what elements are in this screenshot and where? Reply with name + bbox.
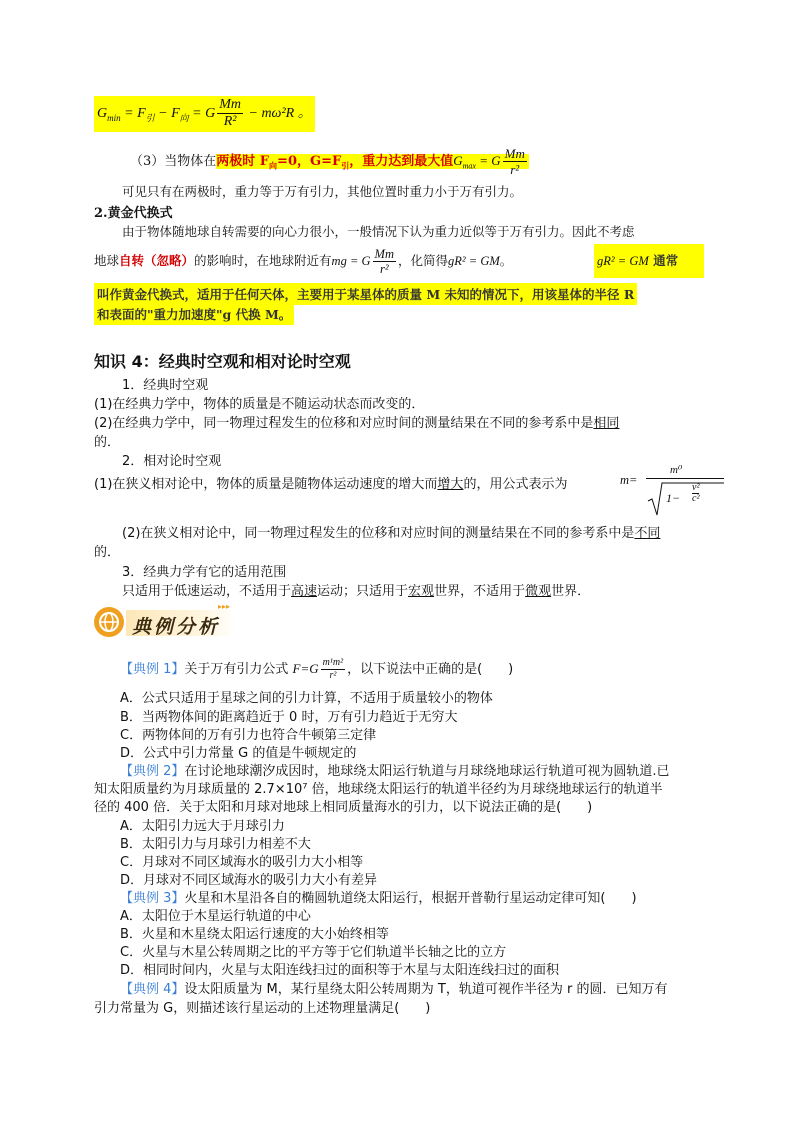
golden-para-line4: 和表面的"重力加速度"g 代换 M。 xyxy=(94,303,294,325)
item1-a: (1)在经典力学中，物体的质量是不随运动状态而改变的． xyxy=(94,397,425,412)
item1-title: 1．经典时空观 xyxy=(122,378,209,393)
item2-a: (1)在狭义相对论中，物体的质量是随物体运动速度的增大而增大的，用公式表示为 xyxy=(94,477,568,492)
banner-title: 典例分析 xyxy=(132,616,221,638)
item2-b-end: 的． xyxy=(94,545,121,560)
banner-arrows-icon: ▸▸▸ xyxy=(218,602,231,611)
example2-option-d: D．月球对不同区域海水的吸引力大小有差异 xyxy=(120,873,378,888)
example3-option-a: A．太阳位于木星运行轨道的中心 xyxy=(120,909,311,924)
example3-option-b: B．火星和木星绕太阳运行速度的大小始终相等 xyxy=(120,927,389,942)
item2-title: 2．相对论时空观 xyxy=(122,454,222,469)
max-gravity-line: （3）当物体在两极时 $F_向=0$，$G=F_引$，重力达到最大值$G_{max} = G$ $\frac{Mm}{\text{r²}}$ xyxy=(130,144,529,178)
banner-globe-icon xyxy=(94,607,124,637)
example4-stem-l2: 引力常量为 G，则描述该行星运动的上述物理量满足( ) xyxy=(94,1001,431,1016)
item3-title: 3．经典力学有它的适用范围 xyxy=(122,565,287,580)
example2-stem-l1: 【典例 2】在讨论地球潮汐成因时，地球绕太阳运行轨道与月球绕地球运行轨道可视为圆轨道.已 xyxy=(120,764,670,779)
item2-b: (2)在狭义相对论中，同一物理过程发生的位移和对应时间的测量结果在不同的参考系中是不同 xyxy=(122,526,661,541)
example3-option-c: C．火星与木星公转周期之比的平方等于它们轨道半长轴之比的立方 xyxy=(120,945,507,960)
example4-stem-l1: 【典例 4】设太阳质量为 M，某行星绕太阳公转周期为 T，轨道可视作半径为 r 的圆．已知万有 xyxy=(120,982,668,997)
example2-stem-l2: 知太阳质量约为月球质量的 2.7×10⁷ 倍，地球绕太阳运行的轨道半径约为月球绕地球运行的轨道半 xyxy=(94,782,663,797)
golden-para-line3: 叫作黄金代换式，适用于任何天体，主要用于某星体的质量 M 未知的情况下，用该星体的半径 R xyxy=(94,283,637,305)
sqrt-icon xyxy=(646,479,726,519)
golden-para-line1: 由于物体随地球自转需要的向心力很小，一般情况下认为重力近似等于万有引力。因此不考虑 xyxy=(122,224,635,239)
gmin-formula: $G_{min} = F_引 - F_向 = G$ $\frac{Mm}{\text{R²}}$ − mω²R 。 xyxy=(94,96,315,132)
golden-substitution-title: 2.黄金代换式 xyxy=(94,206,173,221)
knowledge4-heading: 知识 4：经典时空观和相对论时空观 xyxy=(94,352,351,371)
example2-option-c: C．月球对不同区域海水的吸引力大小相等 xyxy=(120,855,364,870)
conclusion-line: 可见只有在两极时，重力等于万有引力，其他位置时重力小于万有引力。 xyxy=(122,184,523,199)
example1-option-d: D．公式中引力常量 G 的值是牛顿规定的 xyxy=(120,746,357,761)
typical-examples-banner xyxy=(94,604,244,638)
example2-option-a: A．太阳引力远大于月球引力 xyxy=(120,819,285,834)
example2-option-b: B．太阳引力与月球引力相差不大 xyxy=(120,837,311,852)
golden-para-line2: 地球自转（忽略）的影响时，在地球附近有mg = G $\frac{Mm}{\text{r²}}$ ，化简得gR² = GM。 xyxy=(94,246,513,276)
example1-option-b: B．当两物体间的距离趋近于 0 时，万有引力趋近于无穷大 xyxy=(120,710,458,725)
example1-option-c: C．两物体间的万有引力也符合牛顿第三定律 xyxy=(120,728,377,743)
golden-highlight-start: gR² = GM 通常 xyxy=(594,244,704,278)
item3-a: 只适用于低速运动，不适用于高速运动；只适用于宏观世界，不适用于微观世界． xyxy=(122,584,591,599)
example3-stem: 【典例 3】火星和木星沿各自的椭圆轨道绕太阳运行，根据开普勒行星运动定律可知( ) xyxy=(120,891,637,906)
item1-b-end: 的． xyxy=(94,435,121,450)
item1-b: (2)在经典力学中，同一物理过程发生的位移和对应时间的测量结果在不同的参考系中是相同 xyxy=(94,416,620,431)
example2-stem-l3: 径的 400 倍．关于太阳和月球对地球上相同质量海水的引力，以下说法正确的是( ) xyxy=(94,800,593,815)
example3-option-d: D．相同时间内，火星与太阳连线扫过的面积等于木星与太阳连线扫过的面积 xyxy=(120,963,560,978)
example1-option-a: A．公式只适用于星球之间的引力计算，不适用于质量较小的物体 xyxy=(120,691,493,706)
example1-stem: 【典例 1】关于万有引力公式 F=G $\frac{\text{m¹m²}}{\text{r²}}$ ，以下说法中正确的是( ) xyxy=(120,657,514,681)
